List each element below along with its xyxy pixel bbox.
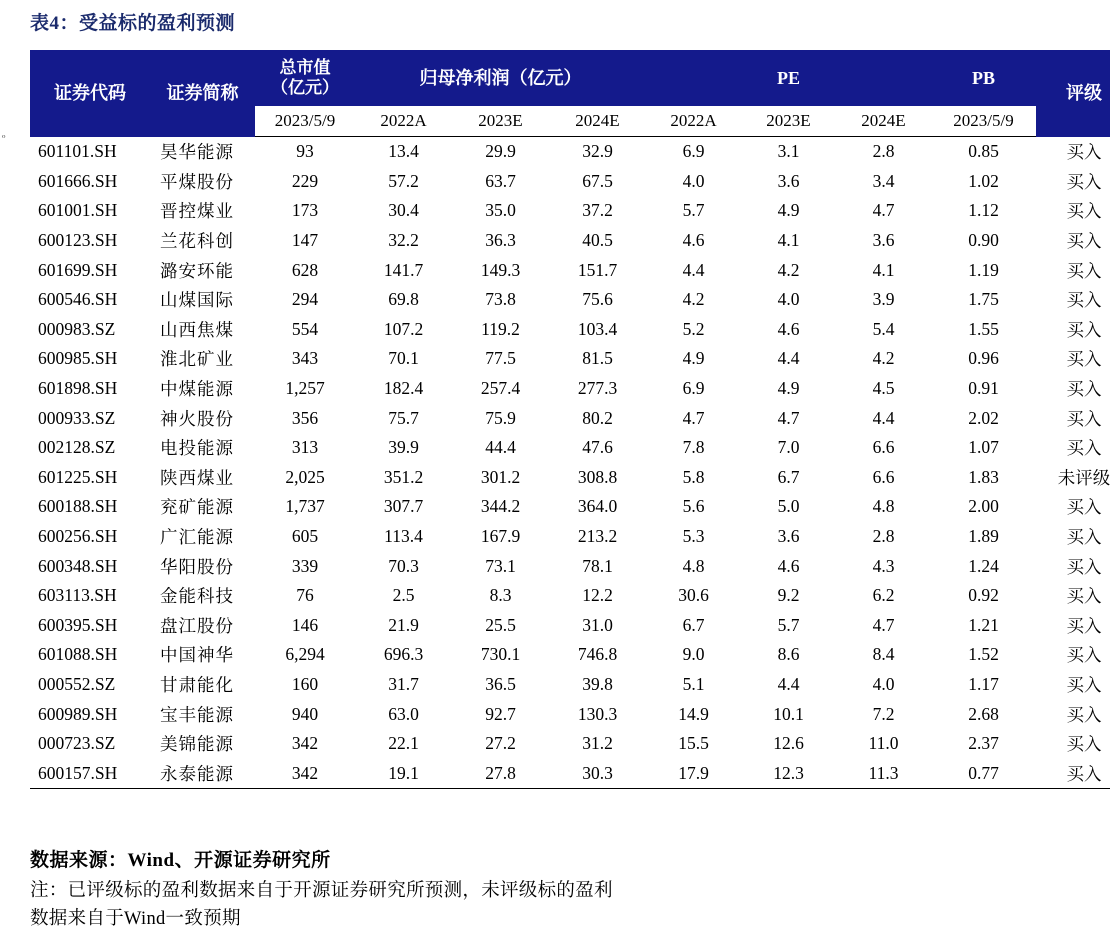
cell-np-2022a: 30.4 (388, 200, 419, 221)
cell-np-2023e: 73.1 (485, 555, 516, 576)
subheader-pe-2024e: 2024E (836, 106, 931, 137)
table-row (30, 670, 1110, 700)
cell-market-cap: 343 (291, 348, 319, 369)
cell-pe-2023e: 4.6 (777, 555, 800, 576)
table-row (30, 522, 1110, 552)
cell-pe-2022a: 5.3 (682, 526, 705, 547)
cell-code: 601101.SH (38, 141, 117, 162)
data-source: 数据来源：Wind、开源证券研究所 (30, 850, 331, 871)
cell-code: 002128.SZ (38, 437, 116, 458)
cell-np-2024e: 31.2 (582, 733, 613, 754)
header-rating: 评级 (1036, 50, 1110, 137)
cell-pe-2023e: 5.0 (777, 496, 800, 517)
cell-rating: 买入 (1066, 556, 1102, 577)
cell-name: 电投能源 (160, 438, 234, 459)
cell-pe-2022a: 5.7 (682, 200, 705, 221)
cell-np-2024e: 67.5 (582, 170, 613, 191)
cell-pe-2022a: 4.4 (682, 259, 705, 280)
cell-name: 昊华能源 (160, 142, 234, 163)
cell-rating: 买入 (1066, 645, 1102, 666)
cell-rating: 买入 (1066, 260, 1102, 281)
cell-market-cap: 339 (291, 555, 319, 576)
cell-name: 中煤能源 (160, 379, 234, 400)
cell-np-2023e: 149.3 (480, 259, 521, 280)
cell-code: 601088.SH (38, 644, 118, 665)
cell-code: 600989.SH (38, 703, 118, 724)
header-code: 证券代码 (30, 50, 150, 137)
cell-pe-2022a: 14.9 (678, 703, 709, 724)
header-market-cap (255, 50, 355, 106)
earnings-forecast-table (30, 50, 1110, 789)
cell-pe-2024e: 4.5 (872, 378, 895, 399)
cell-rating: 买入 (1066, 319, 1102, 340)
cell-np-2024e: 30.3 (549, 758, 646, 788)
cell-pe-2024e: 2.8 (872, 526, 895, 547)
cell-pe-2023e: 12.3 (741, 758, 836, 788)
cell-pe-2024e: 5.4 (872, 318, 895, 339)
cell-np-2023e: 27.2 (485, 733, 516, 754)
cell-pe-2023e: 4.6 (777, 318, 800, 339)
cell-rating: 买入 (1066, 408, 1102, 429)
cell-rating: 买入 (1066, 586, 1102, 607)
cell-pe-2023e: 4.1 (777, 230, 800, 251)
cell-pe-2022a: 30.6 (678, 585, 709, 606)
cell-np-2023e: 8.3 (489, 585, 512, 606)
cell-np-2024e: 81.5 (582, 348, 613, 369)
cell-market-cap: 342 (255, 758, 355, 788)
cell-name: 兰花科创 (160, 231, 234, 252)
cell-np-2024e: 130.3 (577, 703, 618, 724)
cell-pe-2023e: 4.7 (777, 407, 800, 428)
cell-rating: 买入 (1066, 527, 1102, 548)
cell-pe-2022a: 6.7 (682, 614, 705, 635)
cell-pe-2024e: 6.6 (872, 437, 895, 458)
cell-np-2024e: 40.5 (582, 230, 613, 251)
header-name: 证券简称 (150, 50, 255, 137)
subheader-np-2022a: 2022A (355, 106, 452, 137)
cell-np-2023e: 730.1 (480, 644, 521, 665)
cell-pb: 1.19 (968, 259, 999, 280)
cell-pe-2022a: 5.6 (682, 496, 705, 517)
table-row (30, 729, 1110, 759)
footnote-line-1: 注：已评级标的盈利数据来自于开源证券研究所预测，未评级标的盈利 (30, 881, 613, 901)
cell-pb: 1.83 (968, 466, 999, 487)
cell-pb: 0.77 (931, 758, 1036, 788)
footnote-line-2: 数据来自于Wind一致预期 (30, 908, 241, 929)
table-row (30, 196, 1110, 226)
cell-name: 盘江股份 (160, 615, 234, 636)
cell-name: 广汇能源 (160, 527, 234, 548)
cell-pe-2024e: 3.4 (872, 170, 895, 191)
cell-np-2022a: 107.2 (383, 318, 424, 339)
table-row (30, 433, 1110, 463)
table-row (30, 640, 1110, 670)
cell-pe-2024e: 7.2 (872, 703, 895, 724)
cell-name: 华阳股份 (160, 556, 234, 577)
table-row (30, 285, 1110, 315)
cell-pb: 1.24 (968, 555, 999, 576)
table-row (30, 374, 1110, 404)
cell-pe-2024e: 11.3 (836, 758, 931, 788)
cell-np-2024e: 37.2 (582, 200, 613, 221)
cell-pe-2024e: 6.2 (872, 585, 895, 606)
cell-pe-2022a: 5.2 (682, 318, 705, 339)
cell-code: 600256.SH (38, 526, 118, 547)
cell-pe-2024e: 3.9 (872, 289, 895, 310)
cell-np-2022a: 69.8 (388, 289, 419, 310)
subheader-mcap-date: 2023/5/9 (255, 106, 355, 137)
cell-pe-2022a: 4.8 (682, 555, 705, 576)
cell-pe-2022a: 7.8 (682, 437, 705, 458)
cell-rating: 买入 (1066, 674, 1102, 695)
cell-name: 永泰能源 (150, 758, 255, 788)
cell-pe-2023e: 4.9 (777, 378, 800, 399)
subheader-pb-date: 2023/5/9 (931, 106, 1036, 137)
cell-market-cap: 628 (291, 259, 319, 280)
cell-np-2024e: 75.6 (582, 289, 613, 310)
cell-pb: 2.37 (968, 733, 999, 754)
cell-name: 山煤国际 (160, 290, 234, 311)
table-row (30, 137, 1110, 167)
table-row (30, 699, 1110, 729)
table-header (30, 50, 1110, 137)
table-row (30, 492, 1110, 522)
cell-pe-2022a: 6.9 (682, 378, 705, 399)
cell-np-2022a: 307.7 (383, 496, 424, 517)
cell-pe-2023e: 7.0 (777, 437, 800, 458)
cell-code: 600157.SH (30, 758, 150, 788)
cell-pe-2022a: 6.9 (682, 141, 705, 162)
cell-np-2023e: 119.2 (481, 318, 520, 339)
cell-pb: 1.02 (968, 170, 999, 191)
cell-np-2023e: 63.7 (485, 170, 516, 191)
cell-pb: 0.96 (968, 348, 999, 369)
cell-pe-2022a: 17.9 (646, 758, 741, 788)
cell-np-2023e: 92.7 (485, 703, 516, 724)
cell-pe-2022a: 4.6 (682, 230, 705, 251)
cell-pb: 0.91 (968, 378, 999, 399)
subheader-np-2024e: 2024E (549, 106, 646, 137)
cell-rating: 买入 (1066, 615, 1102, 636)
header-pb: PB (931, 50, 1036, 106)
cell-np-2024e: 103.4 (577, 318, 618, 339)
cell-pb: 1.12 (968, 200, 999, 221)
cell-np-2023e: 73.8 (485, 289, 516, 310)
cell-np-2022a: 31.7 (388, 673, 419, 694)
cell-pe-2024e: 4.7 (872, 200, 895, 221)
cell-code: 600395.SH (38, 614, 118, 635)
cell-pe-2024e: 4.4 (872, 407, 895, 428)
cell-code: 600188.SH (38, 496, 118, 517)
cell-pb: 1.55 (968, 318, 999, 339)
stray-mark: º (2, 133, 6, 145)
cell-name: 中国神华 (160, 645, 234, 666)
cell-code: 601001.SH (38, 200, 118, 221)
table-row (30, 315, 1110, 345)
cell-market-cap: 1,257 (285, 378, 325, 399)
cell-np-2023e: 301.2 (480, 466, 521, 487)
cell-name: 兖矿能源 (160, 497, 234, 518)
cell-np-2023e: 25.5 (485, 614, 516, 635)
cell-name: 宝丰能源 (160, 704, 234, 725)
cell-pb: 1.17 (968, 673, 999, 694)
cell-pe-2024e: 4.3 (872, 555, 895, 576)
cell-pe-2022a: 4.2 (682, 289, 705, 310)
cell-code: 601225.SH (38, 466, 118, 487)
cell-pe-2023e: 8.6 (777, 644, 800, 665)
cell-pe-2023e: 5.7 (777, 614, 800, 635)
cell-code: 000983.SZ (38, 318, 116, 339)
cell-np-2022a: 57.2 (388, 170, 419, 191)
cell-pe-2023e: 3.1 (777, 141, 800, 162)
table-row (30, 581, 1110, 611)
cell-np-2022a: 39.9 (388, 437, 419, 458)
cell-np-2022a: 13.4 (388, 141, 419, 162)
cell-pe-2023e: 4.4 (777, 348, 800, 369)
cell-pe-2023e: 6.7 (777, 466, 800, 487)
cell-rating: 买入 (1066, 201, 1102, 222)
cell-name: 神火股份 (160, 408, 234, 429)
cell-np-2022a: 70.1 (388, 348, 419, 369)
cell-pb: 0.92 (968, 585, 999, 606)
cell-pb: 1.89 (968, 526, 999, 547)
cell-np-2024e: 78.1 (582, 555, 613, 576)
cell-rating: 买入 (1066, 438, 1102, 459)
cell-rating: 买入 (1066, 704, 1102, 725)
cell-np-2022a: 19.1 (355, 758, 452, 788)
cell-market-cap: 1,737 (285, 496, 325, 517)
cell-market-cap: 160 (291, 673, 319, 694)
cell-name: 金能科技 (160, 586, 234, 607)
cell-pb: 1.75 (968, 289, 999, 310)
cell-pb: 0.85 (968, 141, 999, 162)
cell-np-2023e: 36.3 (485, 230, 516, 251)
cell-np-2023e: 44.4 (485, 437, 516, 458)
header-market-cap-line1: 总市值 (279, 58, 331, 78)
cell-market-cap: 294 (291, 289, 319, 310)
cell-pe-2024e: 4.7 (872, 614, 895, 635)
cell-pe-2022a: 4.7 (682, 407, 705, 428)
cell-rating: 买入 (1036, 758, 1110, 788)
cell-np-2023e: 35.0 (485, 200, 516, 221)
cell-rating: 买入 (1066, 171, 1102, 192)
cell-np-2022a: 182.4 (383, 378, 424, 399)
table-row (30, 463, 1110, 493)
cell-code: 601699.SH (38, 259, 118, 280)
cell-np-2024e: 746.8 (577, 644, 618, 665)
cell-name: 山西焦煤 (160, 319, 234, 340)
cell-np-2024e: 308.8 (577, 466, 618, 487)
cell-code: 600546.SH (38, 289, 118, 310)
cell-pb: 1.52 (968, 644, 999, 665)
cell-np-2024e: 39.8 (582, 673, 613, 694)
cell-pe-2022a: 4.0 (682, 170, 705, 191)
table-row (30, 611, 1110, 641)
cell-pe-2024e: 8.4 (872, 644, 895, 665)
cell-pb: 2.68 (968, 703, 999, 724)
cell-pe-2022a: 9.0 (682, 644, 705, 665)
cell-code: 000552.SZ (38, 673, 116, 694)
cell-np-2024e: 12.2 (582, 585, 613, 606)
cell-market-cap: 605 (291, 526, 319, 547)
cell-np-2023e: 344.2 (480, 496, 521, 517)
cell-np-2023e: 167.9 (480, 526, 521, 547)
cell-rating: 买入 (1066, 379, 1102, 400)
cell-code: 000723.SZ (38, 733, 116, 754)
cell-pb: 0.90 (968, 230, 999, 251)
cell-pe-2024e: 4.1 (872, 259, 895, 280)
cell-code: 600985.SH (38, 348, 118, 369)
cell-np-2022a: 32.2 (388, 230, 419, 251)
cell-np-2024e: 213.2 (577, 526, 618, 547)
cell-np-2022a: 63.0 (388, 703, 419, 724)
table-row (30, 403, 1110, 433)
cell-market-cap: 356 (291, 407, 319, 428)
cell-name: 淮北矿业 (160, 349, 234, 370)
cell-np-2022a: 113.4 (384, 526, 423, 547)
cell-market-cap: 93 (296, 141, 314, 162)
cell-market-cap: 313 (291, 437, 319, 458)
cell-np-2024e: 151.7 (577, 259, 618, 280)
subheader-pe-2023e: 2023E (741, 106, 836, 137)
cell-pe-2023e: 4.9 (777, 200, 800, 221)
header-pe: PE (646, 50, 931, 106)
cell-market-cap: 554 (291, 318, 319, 339)
cell-market-cap: 76 (296, 585, 314, 606)
cell-market-cap: 342 (291, 733, 319, 754)
cell-rating: 买入 (1066, 734, 1102, 755)
cell-pe-2024e: 2.8 (872, 141, 895, 162)
cell-market-cap: 940 (291, 703, 319, 724)
cell-pe-2023e: 3.6 (777, 526, 800, 547)
cell-pe-2023e: 4.0 (777, 289, 800, 310)
cell-np-2022a: 22.1 (388, 733, 419, 754)
cell-pe-2024e: 4.2 (872, 348, 895, 369)
cell-pe-2022a: 5.8 (682, 466, 705, 487)
cell-market-cap: 2,025 (285, 466, 325, 487)
cell-np-2023e: 36.5 (485, 673, 516, 694)
cell-pe-2024e: 4.0 (872, 673, 895, 694)
cell-name: 潞安环能 (160, 260, 234, 281)
cell-rating: 买入 (1066, 349, 1102, 370)
cell-np-2022a: 696.3 (383, 644, 424, 665)
table-body (30, 137, 1110, 789)
table-row (30, 551, 1110, 581)
cell-pe-2023e: 4.2 (777, 259, 800, 280)
cell-code: 601898.SH (38, 378, 118, 399)
cell-pe-2022a: 5.1 (682, 673, 705, 694)
cell-np-2023e: 27.8 (452, 758, 549, 788)
cell-pe-2024e: 11.0 (868, 733, 899, 754)
cell-rating: 买入 (1066, 231, 1102, 252)
cell-rating: 买入 (1066, 497, 1102, 518)
cell-market-cap: 147 (291, 230, 319, 251)
cell-rating: 未评级 (1057, 467, 1110, 488)
cell-name: 美锦能源 (160, 734, 234, 755)
cell-np-2023e: 29.9 (485, 141, 516, 162)
cell-np-2022a: 2.5 (392, 585, 415, 606)
table-caption: 表4：受益标的盈利预测 (30, 13, 236, 34)
cell-np-2024e: 32.9 (582, 141, 613, 162)
cell-pe-2023e: 10.1 (773, 703, 804, 724)
cell-np-2024e: 364.0 (577, 496, 618, 517)
cell-pe-2022a: 15.5 (678, 733, 709, 754)
cell-pe-2023e: 4.4 (777, 673, 800, 694)
cell-pe-2024e: 4.8 (872, 496, 895, 517)
cell-np-2023e: 77.5 (485, 348, 516, 369)
subheader-np-2023e: 2023E (452, 106, 549, 137)
cell-pe-2024e: 3.6 (872, 230, 895, 251)
cell-np-2024e: 47.6 (582, 437, 613, 458)
cell-code: 600348.SH (38, 555, 118, 576)
cell-np-2022a: 351.2 (383, 466, 424, 487)
cell-np-2022a: 75.7 (388, 407, 419, 428)
cell-np-2023e: 257.4 (480, 378, 521, 399)
cell-np-2022a: 70.3 (388, 555, 419, 576)
cell-pb: 1.21 (968, 614, 999, 635)
subheader-pe-2022a: 2022A (646, 106, 741, 137)
cell-np-2024e: 277.3 (577, 378, 618, 399)
cell-np-2022a: 141.7 (383, 259, 424, 280)
table-header-band (30, 50, 1110, 106)
table-row (30, 167, 1110, 197)
table-footer (30, 845, 1080, 934)
cell-market-cap: 173 (291, 200, 319, 221)
cell-np-2022a: 21.9 (388, 614, 419, 635)
cell-code: 000933.SZ (38, 407, 116, 428)
cell-pe-2024e: 6.6 (872, 466, 895, 487)
cell-market-cap: 6,294 (285, 644, 325, 665)
cell-pe-2023e: 9.2 (777, 585, 800, 606)
cell-code: 601666.SH (38, 170, 118, 191)
cell-pe-2023e: 12.6 (773, 733, 804, 754)
table-row (30, 226, 1110, 256)
cell-rating: 买入 (1066, 290, 1102, 311)
table-row (30, 344, 1110, 374)
cell-pe-2023e: 3.6 (777, 170, 800, 191)
cell-np-2024e: 31.0 (582, 614, 613, 635)
cell-name: 甘肃能化 (160, 674, 234, 695)
table-row (30, 758, 1110, 788)
cell-market-cap: 146 (291, 614, 319, 635)
cell-pe-2022a: 4.9 (682, 348, 705, 369)
cell-name: 平煤股份 (160, 171, 234, 192)
cell-pb: 1.07 (968, 437, 999, 458)
cell-code: 603113.SH (38, 585, 117, 606)
cell-market-cap: 229 (291, 170, 319, 191)
header-net-profit: 归母净利润（亿元） (355, 50, 646, 106)
table-row (30, 255, 1110, 285)
cell-rating: 买入 (1066, 142, 1102, 163)
cell-pb: 2.02 (968, 407, 999, 428)
cell-np-2023e: 75.9 (485, 407, 516, 428)
header-market-cap-line2: （亿元） (271, 78, 339, 97)
cell-np-2024e: 80.2 (582, 407, 613, 428)
cell-pb: 2.00 (968, 496, 999, 517)
cell-name: 晋控煤业 (160, 201, 234, 222)
cell-name: 陕西煤业 (160, 467, 234, 488)
cell-code: 600123.SH (38, 230, 118, 251)
